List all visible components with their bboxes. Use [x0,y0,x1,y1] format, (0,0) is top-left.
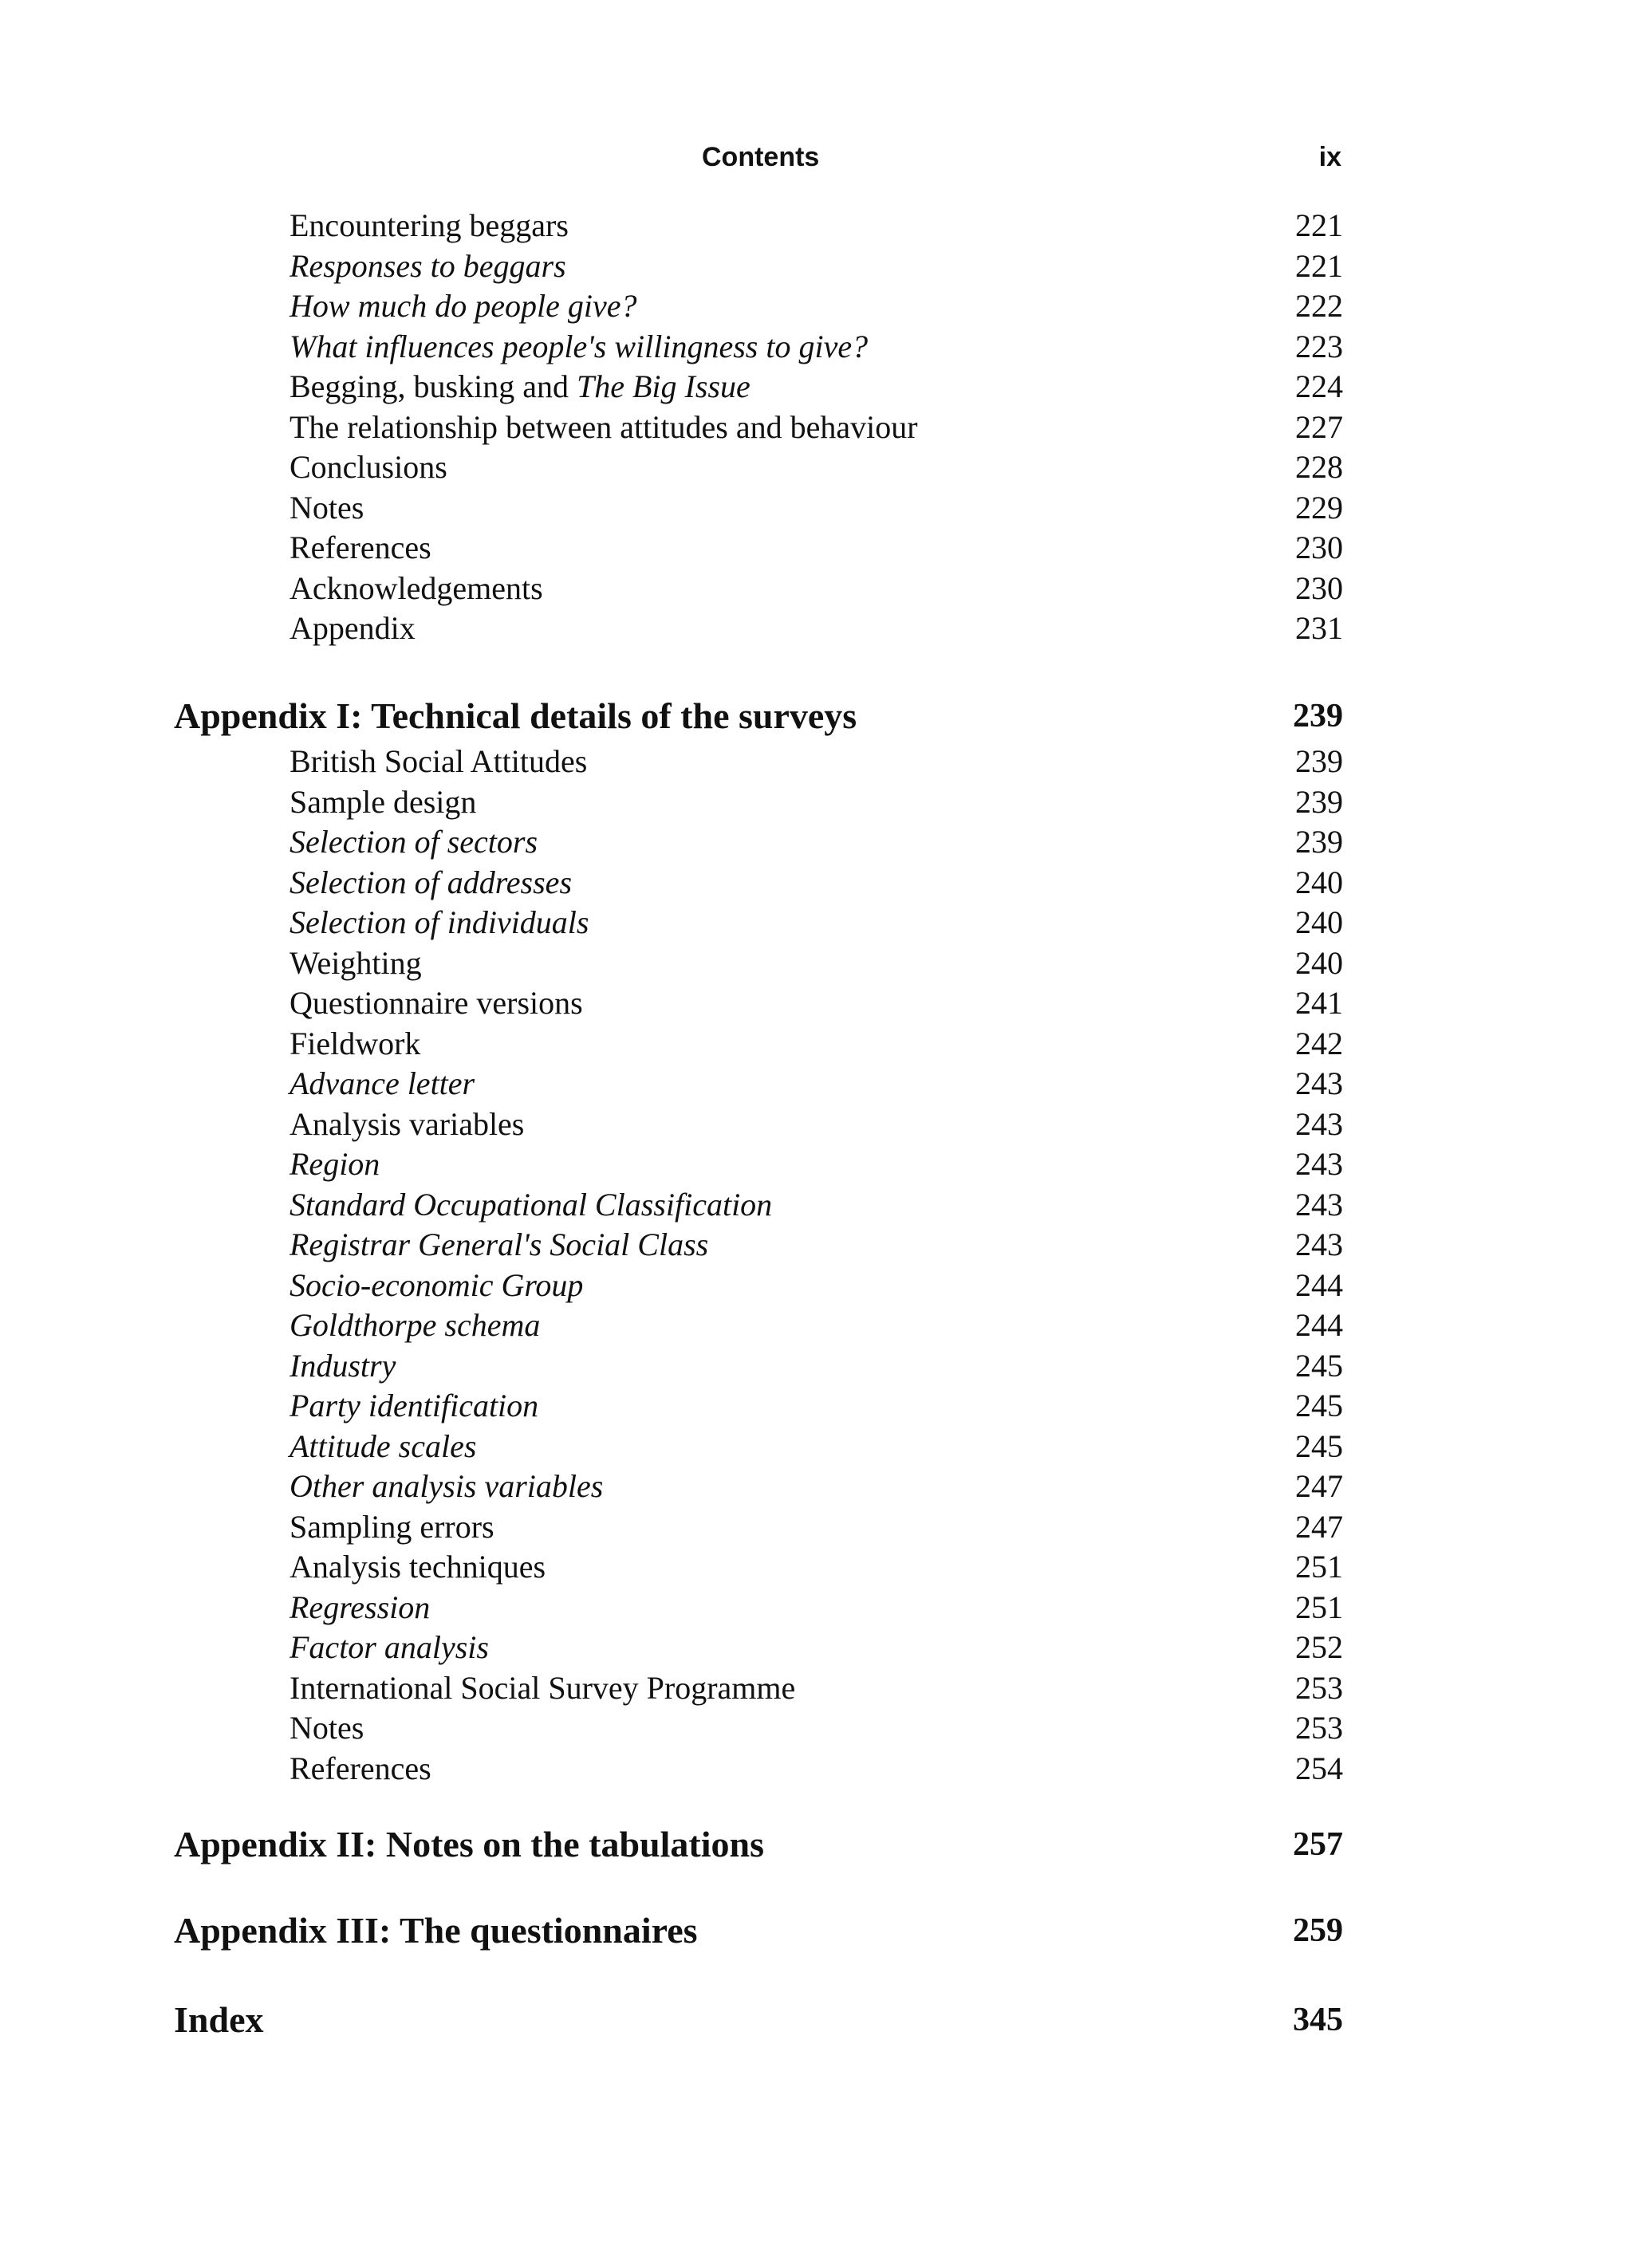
toc-entry-label: How much do people give? [290,288,637,324]
toc-entry [0,1225,1627,1266]
toc-entry-label: Region [290,1146,380,1182]
toc-entry-label-part: Begging, busking and [290,368,577,404]
toc-entry-page: 242 [1295,1025,1343,1061]
toc-entry [0,447,1627,488]
index-title: Index [174,1999,264,2040]
toc-entry-page: 221 [1295,247,1343,284]
toc-entry-label: Registrar General's Social Class [290,1227,709,1262]
toc-entry-label: British Social Attitudes [290,743,588,779]
toc-entry-label-title: The Big Issue [576,368,750,404]
toc-entry-page: 243 [1295,1065,1343,1101]
toc-entry-page: 240 [1295,944,1343,981]
running-head [0,142,1627,182]
toc-entry-page: 227 [1295,408,1343,445]
toc-entry [0,822,1627,863]
toc-entry-page: 241 [1295,985,1343,1021]
appendix-3-title: Appendix III: The questionnaires [174,1910,698,1951]
appendix-1-heading [0,694,1627,742]
toc-entry-page: 245 [1295,1347,1343,1384]
toc-entry-page: 251 [1295,1549,1343,1585]
appendix-3-heading [0,1908,1627,1956]
toc-entry-label: The relationship between attitudes and behaviour [290,408,918,445]
toc-entry-label: Industry [290,1347,396,1384]
toc-entry-label: References [290,1750,431,1786]
toc-entry-page: 228 [1295,449,1343,485]
toc-entry-page: 230 [1295,530,1343,565]
page-folio: ix [1318,142,1341,172]
toc-entry-page: 224 [1295,368,1343,404]
appendix-2-title: Appendix II: Notes on the tabulations [174,1824,764,1864]
toc-entry [0,782,1627,823]
toc-entry-page: 240 [1295,864,1343,900]
toc-entry [0,408,1627,448]
toc-entry-page: 244 [1295,1266,1343,1303]
toc-entry [0,943,1627,984]
toc-entry-page: 222 [1295,288,1343,324]
toc-entry-page: 254 [1295,1750,1343,1786]
toc-entry-page: 239 [1295,743,1343,779]
appendix-1-entries [0,742,1627,1789]
appendix-2-heading [0,1822,1627,1870]
toc-entry-page: 243 [1295,1146,1343,1182]
toc-entry-label: Factor analysis [290,1629,489,1665]
toc-entry-label: References [290,530,431,565]
toc-entry-label: Socio-economic Group [290,1266,584,1303]
toc-entry-page: 253 [1295,1669,1343,1706]
toc-entry-label: Other analysis variables [290,1468,604,1504]
toc-entry-page: 221 [1295,207,1343,243]
toc-entry [0,1305,1627,1346]
toc-entry-label: Appendix [290,610,416,646]
appendix-1-page: 239 [1293,698,1343,734]
toc-entry-page: 247 [1295,1468,1343,1504]
toc-entry [0,1144,1627,1185]
toc-entry-page: 244 [1295,1307,1343,1343]
index-page: 345 [1293,2002,1343,2038]
toc-entry [0,983,1627,1024]
toc-entry-label: Analysis variables [290,1105,525,1142]
toc-entry-label: Selection of addresses [290,864,573,900]
toc-entry-label: What influences people's willingness to give? [290,328,869,364]
appendix-1-title: Appendix I: Technical details of the surveys [174,695,857,736]
toc-entry [0,1386,1627,1427]
toc-entry-page: 253 [1295,1710,1343,1746]
toc-entry-label: Party identification [290,1388,539,1423]
toc-entry-label: Regression [290,1589,431,1625]
toc-entry-page: 245 [1295,1427,1343,1464]
toc-entry-label: Attitude scales [290,1427,477,1464]
toc-entry [0,742,1627,782]
toc-entry [0,528,1627,569]
toc-entry-label: Sampling errors [290,1508,494,1545]
toc-entry-label: Responses to beggars [290,247,566,284]
index-heading [0,1998,1627,2046]
appendix-2-page: 257 [1293,1826,1343,1863]
toc-entry-label: Selection of sectors [290,824,538,860]
toc-entry [0,206,1627,246]
toc-entry-page: 251 [1295,1589,1343,1625]
continued-chapter-entries [0,206,1627,649]
toc-entry [0,1266,1627,1306]
toc-entry [0,1104,1627,1145]
toc-entry [0,1547,1627,1588]
toc-entry-label: Acknowledgements [290,569,543,606]
toc-entry [0,246,1627,287]
toc-entry-page: 243 [1295,1227,1343,1262]
toc-entry [0,608,1627,649]
toc-entry [0,327,1627,368]
toc-entry [0,863,1627,904]
toc-entry-page: 231 [1295,610,1343,646]
toc-entry-label: International Social Survey Programme [290,1669,796,1706]
appendix-3-page: 259 [1293,1912,1343,1949]
toc-entry [0,286,1627,327]
toc-entry [0,1467,1627,1507]
toc-entry [0,1628,1627,1668]
toc-entry [0,903,1627,943]
toc-entry-page: 239 [1295,824,1343,860]
toc-entry-label: Notes [290,1710,364,1746]
toc-entry-page: 247 [1295,1508,1343,1545]
toc-entry-label: Advance letter [290,1065,475,1101]
toc-entry-label: Analysis techniques [290,1549,546,1585]
toc-entry [0,1588,1627,1628]
toc-entry-page: 239 [1295,783,1343,820]
toc-entry-label: Questionnaire versions [290,985,583,1021]
toc-entry [0,1185,1627,1226]
toc-entry-page: 243 [1295,1186,1343,1223]
toc-entry-label: Notes [290,489,364,526]
toc-entry-label: Standard Occupational Classification [290,1186,773,1223]
toc-entry [0,488,1627,529]
toc-entry-label: Encountering beggars [290,207,569,243]
toc-entry [0,1708,1627,1749]
toc-entry-label: Weighting [290,944,422,981]
toc-entry [0,569,1627,609]
toc-entry-label: Conclusions [290,449,447,485]
toc-entry [0,1668,1627,1709]
running-title: Contents [702,142,820,172]
toc-entry-page: 240 [1295,904,1343,940]
toc-entry-label: Goldthorpe schema [290,1307,541,1343]
toc-entry-page: 229 [1295,489,1343,526]
toc-entry [0,367,1627,408]
toc-entry-page: 252 [1295,1629,1343,1665]
toc-entry [0,1024,1627,1065]
toc-entry [0,1507,1627,1548]
toc-entry-label: Sample design [290,783,477,820]
toc-entry-label: Fieldwork [290,1025,421,1061]
toc-entry [0,1064,1627,1104]
toc-entry-page: 243 [1295,1105,1343,1142]
toc-entry [0,1749,1627,1790]
toc-entry-page: 230 [1295,569,1343,606]
toc-entry-label [290,367,750,407]
toc-entry-page: 223 [1295,328,1343,364]
toc-entry-label: Selection of individuals [290,904,589,940]
toc-entry [0,1346,1627,1387]
toc-entry-page: 245 [1295,1388,1343,1423]
toc-entry [0,1427,1627,1467]
